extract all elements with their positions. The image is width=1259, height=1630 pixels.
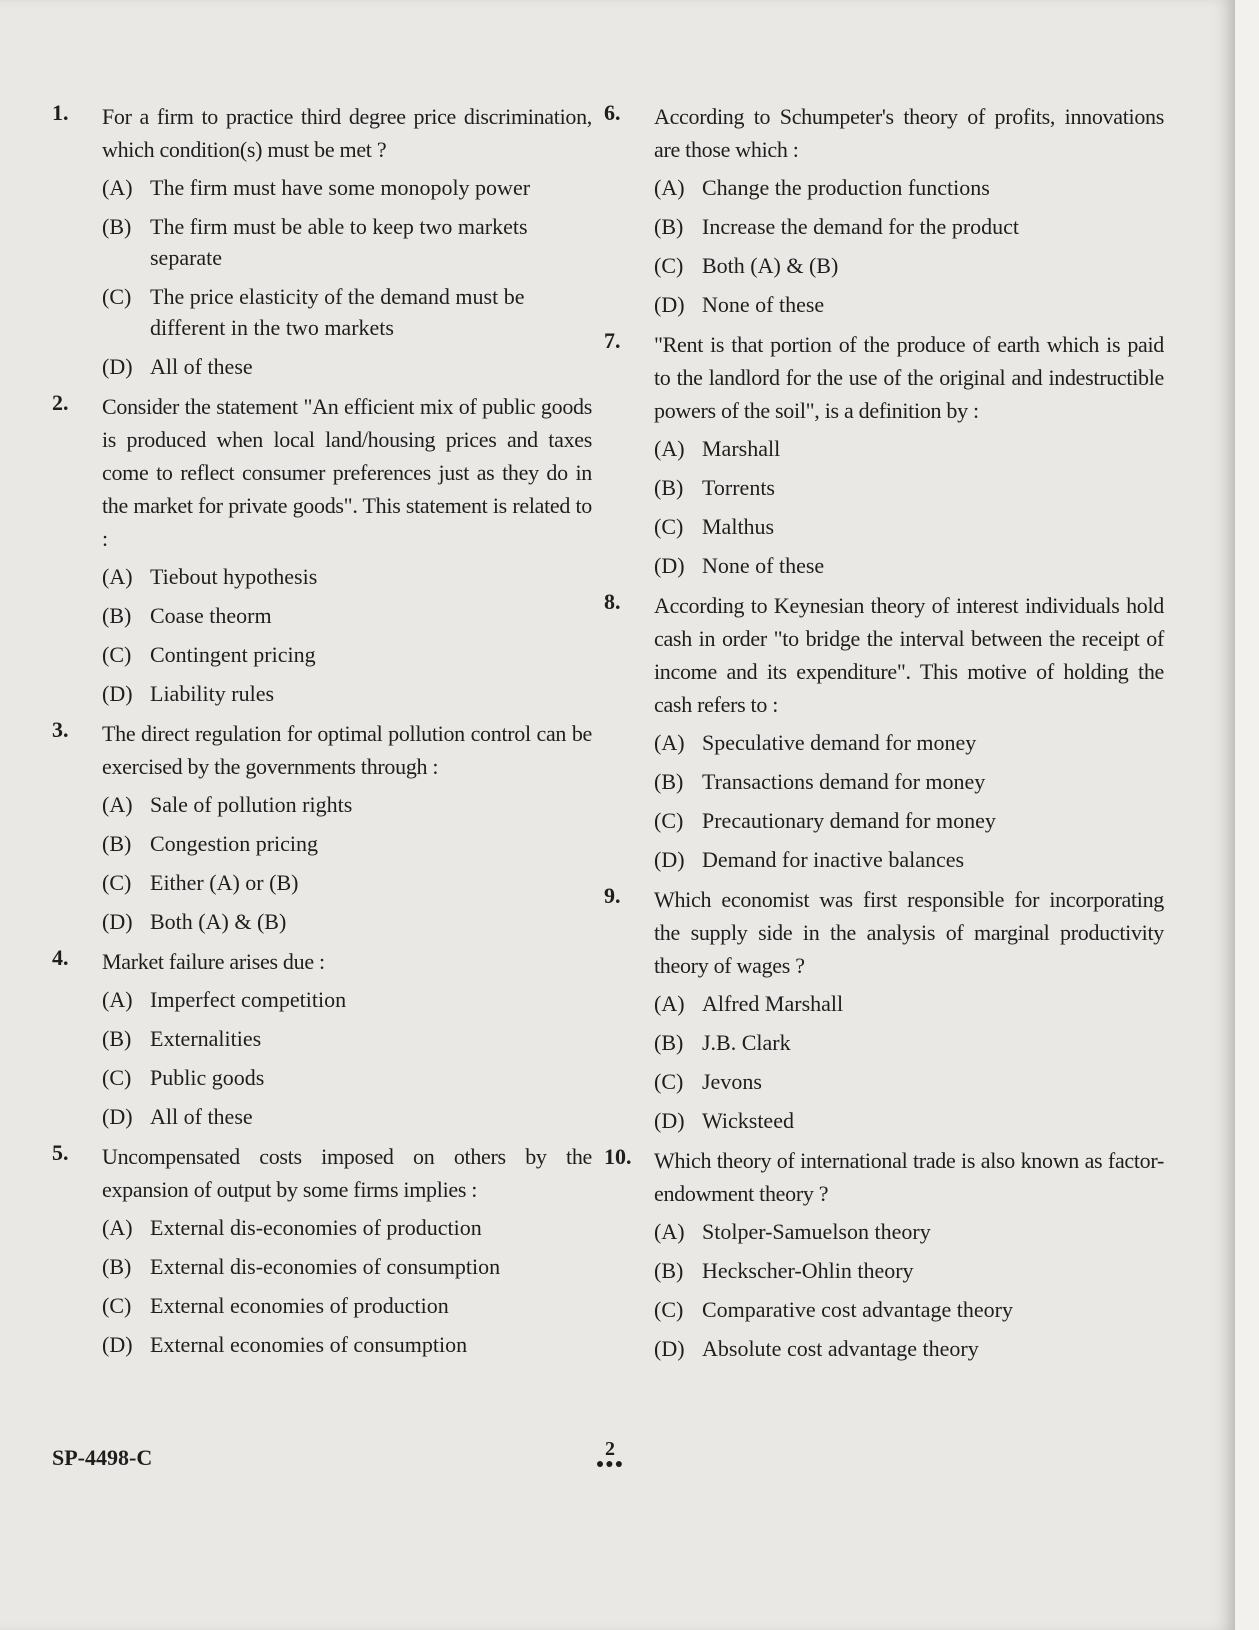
option-text: Liability rules	[150, 681, 275, 706]
question-5	[52, 1140, 592, 1360]
question-number: 7.	[604, 328, 621, 353]
option-c	[102, 1062, 592, 1093]
question-number: 3.	[52, 717, 69, 742]
option-text: Public goods	[150, 1065, 265, 1090]
option-a	[654, 433, 1164, 464]
option-list	[654, 988, 1164, 1136]
option-text: All of these	[150, 354, 253, 379]
question-stem: According to Schumpeter's theory of profits, innovations are those which :	[654, 104, 1164, 162]
question-10	[604, 1144, 1164, 1364]
question-stem: For a firm to practice third degree price discrimination, which condition(s) must be met ?	[102, 104, 592, 162]
option-label: (D)	[102, 1104, 133, 1129]
option-d	[654, 289, 1164, 320]
option-d	[102, 906, 592, 937]
question-7	[604, 328, 1164, 581]
question-stem: Uncompensated costs imposed on others by the expansion of output by some firms implies :	[102, 1144, 592, 1202]
option-text: Either (A) or (B)	[150, 870, 299, 895]
option-text: Transactions demand for money	[702, 769, 986, 794]
option-a	[102, 172, 592, 203]
option-label: (D)	[654, 847, 685, 872]
option-label: (D)	[654, 1108, 685, 1133]
option-label: (A)	[654, 991, 685, 1016]
question-8	[604, 589, 1164, 875]
option-text: Imperfect competition	[150, 987, 347, 1012]
option-label: (C)	[102, 284, 132, 309]
option-text: Externalities	[150, 1026, 262, 1051]
right-column	[604, 100, 1164, 1372]
page-footer	[590, 1440, 630, 1472]
option-text: Contingent pricing	[150, 642, 316, 667]
question-number: 5.	[52, 1140, 69, 1165]
option-text: Marshall	[702, 436, 781, 461]
option-text: Sale of pollution rights	[150, 792, 353, 817]
option-label: (A)	[102, 1215, 133, 1240]
option-label: (B)	[654, 475, 684, 500]
question-number: 9.	[604, 883, 621, 908]
option-label: (C)	[102, 870, 132, 895]
option-text: Coase theorm	[150, 603, 272, 628]
option-b	[102, 828, 592, 859]
option-list	[654, 172, 1164, 320]
option-label: (B)	[654, 1030, 684, 1055]
option-list	[102, 984, 592, 1132]
option-d	[654, 1105, 1164, 1136]
option-label: (B)	[102, 1026, 132, 1051]
page-edge	[1235, 0, 1259, 1630]
option-label: (B)	[102, 1254, 132, 1279]
option-text: Demand for inactive balances	[702, 847, 965, 872]
option-label: (D)	[102, 1332, 133, 1357]
option-text: Both (A) & (B)	[150, 909, 287, 934]
option-list	[102, 561, 592, 709]
option-label: (D)	[654, 553, 685, 578]
option-c	[102, 639, 592, 670]
option-a	[102, 561, 592, 592]
option-a	[654, 1216, 1164, 1247]
option-text: J.B. Clark	[702, 1030, 791, 1055]
option-label: (A)	[102, 792, 133, 817]
option-label: (B)	[654, 1258, 684, 1283]
option-c	[102, 867, 592, 898]
option-text: The price elasticity of the demand must be different in the two markets	[150, 284, 525, 340]
option-label: (C)	[102, 642, 132, 667]
question-stem: Market failure arises due :	[102, 949, 325, 974]
question-stem: "Rent is that portion of the produce of earth which is paid to the landlord for the use of the original and indestructible powers of the soil", is a definition by :	[654, 332, 1164, 423]
option-label: (C)	[654, 1069, 684, 1094]
option-a	[654, 727, 1164, 758]
question-number: 10.	[604, 1144, 632, 1169]
option-a	[102, 984, 592, 1015]
question-stem: Consider the statement "An efficient mix of public goods is produced when local land/housing prices and taxes come to reflect consumer preferences just as they do in the market for private goods". This statement is related to :	[102, 394, 592, 551]
option-d	[102, 678, 592, 709]
question-4	[52, 945, 592, 1132]
option-label: (D)	[654, 292, 685, 317]
option-c	[654, 250, 1164, 281]
option-label: (C)	[102, 1293, 132, 1318]
option-label: (A)	[654, 1219, 685, 1244]
option-text: Increase the demand for the product	[702, 214, 1020, 239]
option-label: (C)	[102, 1065, 132, 1090]
option-c	[654, 1294, 1164, 1325]
option-text: Stolper-Samuelson theory	[702, 1219, 931, 1244]
question-number: 6.	[604, 100, 621, 125]
option-b	[654, 472, 1164, 503]
option-list	[102, 789, 592, 937]
option-b	[654, 1255, 1164, 1286]
option-text: Heckscher-Ohlin theory	[702, 1258, 914, 1283]
option-text: Absolute cost advantage theory	[702, 1336, 979, 1361]
question-stem: The direct regulation for optimal pollution control can be exercised by the governments through :	[102, 721, 592, 779]
option-b	[102, 600, 592, 631]
option-text: None of these	[702, 553, 825, 578]
option-d	[654, 844, 1164, 875]
question-1	[52, 100, 592, 382]
option-label: (B)	[102, 831, 132, 856]
option-label: (A)	[102, 564, 133, 589]
option-text: Comparative cost advantage theory	[702, 1297, 1013, 1322]
option-text: Speculative demand for money	[702, 730, 977, 755]
option-text: The firm must be able to keep two markets separate	[150, 214, 528, 270]
option-label: (D)	[102, 354, 133, 379]
option-text: External economies of production	[150, 1293, 449, 1318]
question-3	[52, 717, 592, 937]
option-label: (B)	[654, 214, 684, 239]
option-text: Alfred Marshall	[702, 991, 844, 1016]
option-c	[102, 1290, 592, 1321]
option-d	[102, 1329, 592, 1360]
option-c	[654, 511, 1164, 542]
option-label: (A)	[654, 436, 685, 461]
option-text: Both (A) & (B)	[702, 253, 839, 278]
option-text: Malthus	[702, 514, 775, 539]
option-b	[102, 1251, 592, 1282]
option-text: External dis-economies of consumption	[150, 1254, 501, 1279]
option-label: (A)	[654, 730, 685, 755]
option-c	[654, 805, 1164, 836]
question-number: 2.	[52, 390, 69, 415]
option-label: (C)	[654, 514, 684, 539]
option-text: Jevons	[702, 1069, 762, 1094]
option-list	[654, 1216, 1164, 1364]
option-b	[654, 766, 1164, 797]
option-label: (D)	[654, 1336, 685, 1361]
question-9	[604, 883, 1164, 1136]
question-2	[52, 390, 592, 709]
option-c	[102, 281, 592, 343]
option-label: (A)	[654, 175, 685, 200]
option-label: (C)	[654, 253, 684, 278]
option-b	[102, 1023, 592, 1054]
option-b	[654, 211, 1164, 242]
option-a	[102, 789, 592, 820]
page-number: 2	[605, 1438, 615, 1460]
option-b	[654, 1027, 1164, 1058]
page-dots-ornament: ●●●	[595, 1457, 625, 1472]
option-d	[654, 550, 1164, 581]
option-text: Change the production functions	[702, 175, 990, 200]
option-label: (D)	[102, 909, 133, 934]
option-label: (C)	[654, 1297, 684, 1322]
option-label: (B)	[102, 603, 132, 628]
option-text: All of these	[150, 1104, 253, 1129]
option-text: Congestion pricing	[150, 831, 319, 856]
option-text: None of these	[702, 292, 825, 317]
question-number: 4.	[52, 945, 69, 970]
option-a	[102, 1212, 592, 1243]
option-text: Torrents	[702, 475, 775, 500]
left-column	[52, 100, 592, 1368]
question-stem: Which economist was first responsible for incorporating the supply side in the analysis of marginal productivity theory of wages ?	[654, 887, 1164, 978]
option-label: (A)	[102, 175, 133, 200]
option-d	[102, 1101, 592, 1132]
option-text: Tiebout hypothesis	[150, 564, 318, 589]
option-c	[654, 1066, 1164, 1097]
option-list	[102, 172, 592, 382]
option-label: (A)	[102, 987, 133, 1012]
option-list	[654, 433, 1164, 581]
option-text: External dis-economies of production	[150, 1215, 482, 1240]
option-label: (B)	[102, 214, 132, 239]
option-list	[654, 727, 1164, 875]
question-stem: Which theory of international trade is also known as factor-endowment theory ?	[654, 1148, 1164, 1206]
paper-code: SP-4498-C	[52, 1445, 153, 1470]
option-b	[102, 211, 592, 273]
option-text: Precautionary demand for money	[702, 808, 996, 833]
option-d	[654, 1333, 1164, 1364]
option-label: (C)	[654, 808, 684, 833]
option-text: The firm must have some monopoly power	[150, 175, 531, 200]
option-label: (B)	[654, 769, 684, 794]
question-number: 8.	[604, 589, 621, 614]
question-6	[604, 100, 1164, 320]
question-stem: According to Keynesian theory of interest individuals hold cash in order "to bridge the interval between the receipt of income and its expenditure". This motive of holding the cash refers to :	[654, 593, 1164, 717]
question-number: 1.	[52, 100, 69, 125]
option-a	[654, 988, 1164, 1019]
option-label: (D)	[102, 681, 133, 706]
option-text: Wicksteed	[702, 1108, 794, 1133]
option-text: External economies of consumption	[150, 1332, 468, 1357]
option-d	[102, 351, 592, 382]
option-a	[654, 172, 1164, 203]
option-list	[102, 1212, 592, 1360]
